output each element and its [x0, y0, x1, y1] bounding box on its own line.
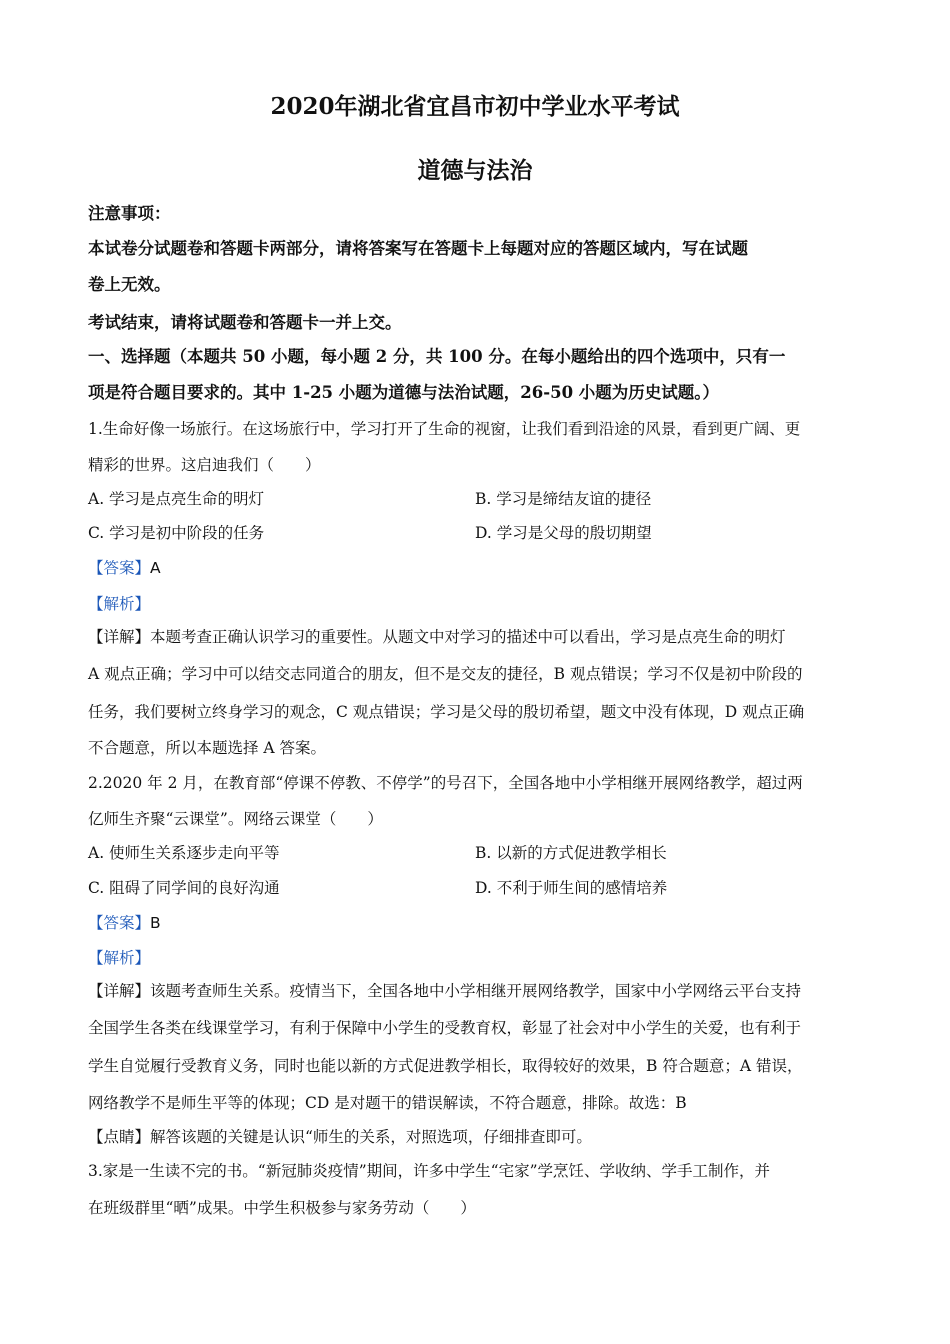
question-2-stem: 亿师生齐聚“云课堂”。网络云课堂（ ） — [88, 810, 383, 828]
question-1-detail: 任务，我们要树立终身学习的观念，C 观点错误；学习是父母的殷切希望，题文中没有体现，D 观点正确 — [88, 703, 805, 721]
question-1-detail: 【详解】本题考查正确认识学习的重要性。从题文中对学习的描述中可以看出，学习是点亮生命的明灯 — [88, 628, 786, 646]
question-2-detail: 【详解】该题考查师生关系。疫情当下，全国各地中小学相继开展网络教学，国家中小学网络云平台支持 — [88, 982, 802, 1000]
exam-title: 2020年湖北省宜昌市初中学业水平考试 — [270, 93, 680, 120]
question-2-detail: 网络教学不是师生平等的体现；CD 是对题干的错误解读，不符合题意，排除。故选：B — [88, 1094, 687, 1112]
question-1-stem: 1.生命好像一场旅行。在这场旅行中，学习打开了生命的视窗，让我们看到沿途的风景，看到更广阔、更 — [88, 420, 801, 438]
question-1-option-c: C. 学习是初中阶段的任务 — [88, 524, 265, 542]
question-2-detail: 学生自觉履行受教育义务，同时也能以新的方式促进教学相长，取得较好的效果，B 符合题意；A 错误， — [88, 1057, 803, 1075]
question-1-detail: A 观点正确；学习中可以结交志同道合的朋友，但不是交友的捷径，B 观点错误；学习不仅是初中阶段的 — [88, 665, 803, 683]
notice-line: 本试卷分试题卷和答题卡两部分，请将答案写在答题卡上每题对应的答题区域内，写在试题 — [88, 239, 748, 258]
subject-title: 道德与法治 — [417, 157, 533, 184]
answer-value: B — [150, 914, 161, 932]
notice-line: 考试结束，请将试题卷和答题卡一并上交。 — [88, 313, 402, 332]
section-heading: 一、选择题（本题共 50 小题，每小题 2 分，共 100 分。在每小题给出的四个选项中，只有一 — [88, 347, 786, 366]
question-2-option-a: A. 使师生关系逐步走向平等 — [88, 844, 280, 862]
answer-tag: 【答案】 — [88, 559, 151, 577]
notice-line: 卷上无效。 — [88, 275, 171, 294]
analysis-tag: 【解析】 — [88, 595, 151, 613]
answer-tag: 【答案】 — [88, 914, 151, 932]
question-2-option-c: C. 阻碍了同学间的良好沟通 — [88, 879, 280, 897]
question-1-option-b: B. 学习是缔结友谊的捷径 — [475, 490, 652, 508]
question-1-detail: 不合题意，所以本题选择 A 答案。 — [88, 739, 327, 757]
question-3-stem: 3.家是一生读不完的书。“新冠肺炎疫情”期间，许多中学生“宅家”学烹饪、学收纳、学手工制作，并 — [88, 1162, 770, 1180]
question-1-option-d: D. 学习是父母的殷切期望 — [475, 524, 652, 542]
analysis-tag: 【解析】 — [88, 949, 151, 967]
question-1-stem: 精彩的世界。这启迪我们（ ） — [88, 456, 321, 474]
question-3-stem: 在班级群里“晒”成果。中学生积极参与家务劳动（ ） — [88, 1199, 476, 1217]
notice-heading: 注意事项： — [88, 204, 171, 223]
section-heading: 项是符合题目要求的。其中 1-25 小题为道德与法治试题，26-50 小题为历史试题。） — [88, 383, 720, 402]
answer-value: A — [150, 559, 161, 577]
question-2-option-d: D. 不利于师生间的感情培养 — [475, 879, 668, 897]
question-2-option-b: B. 以新的方式促进教学相长 — [475, 844, 667, 862]
question-1-option-a: A. 学习是点亮生命的明灯 — [88, 490, 265, 508]
question-1-answer — [88, 557, 868, 579]
question-2-stem: 2.2020 年 2 月，在教育部“停课不停教、不停学”的号召下，全国各地中小学相继开展网络教学，超过两 — [88, 774, 803, 792]
question-2-answer — [88, 912, 868, 934]
question-2-detail: 全国学生各类在线课堂学习，有利于保障中小学生的受教育权，彰显了社会对中小学生的关爱，也有利于 — [88, 1019, 802, 1037]
question-2-tip: 【点睛】解答该题的关键是认识“师生的关系，对照选项，仔细排查即可。 — [88, 1128, 592, 1146]
